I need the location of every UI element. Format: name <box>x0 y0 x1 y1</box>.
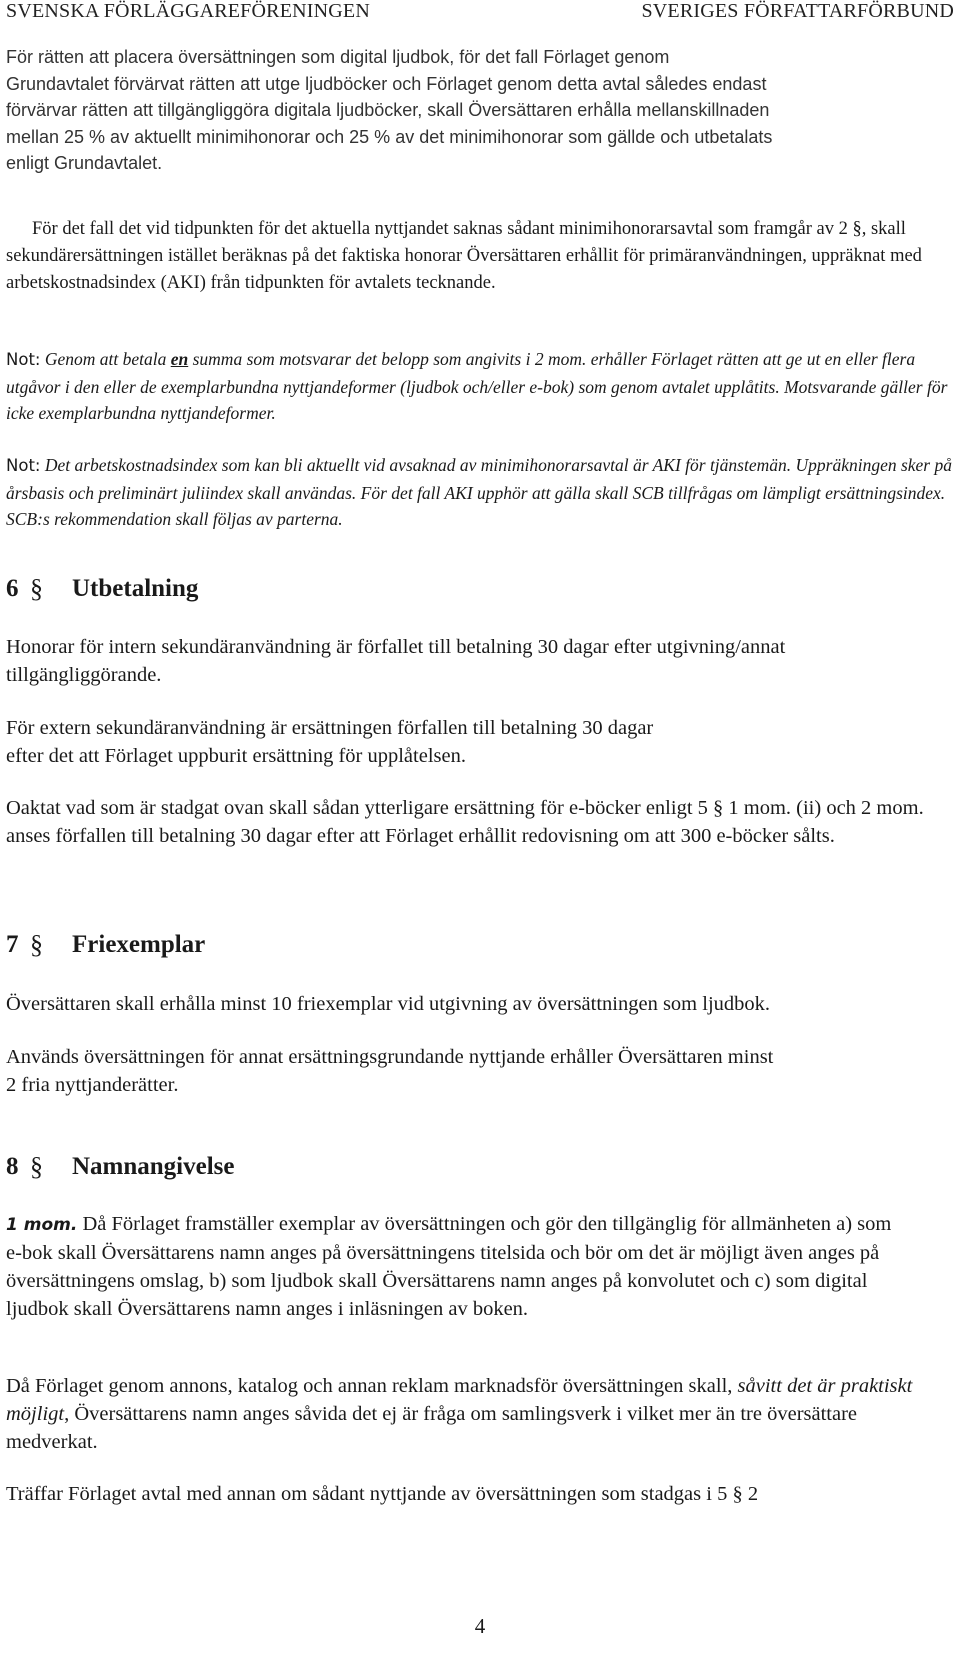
section-sign: § <box>30 1152 43 1181</box>
section8-paragraph-3: Träffar Förlaget avtal med annan om sådant nyttjande av översättningen som stadgas i 5 § 2 <box>6 1483 759 1505</box>
text-line: mellan 25 % av aktuellt minimihonorar och 25 % av det minimihonorar som gällde och utbetalats <box>6 126 773 147</box>
text-line: För rätten att placera översättningen som digital ljudbok, för det fall Förlaget genom <box>6 47 670 67</box>
page-header <box>6 0 954 28</box>
page-number: 4 <box>474 1614 486 1638</box>
section7-paragraph-2: Används översättningen för annat ersättningsgrundande nyttjande erhåller Översättaren minst 2 fria nyttjanderätter. <box>6 1046 774 1096</box>
section-number: 6 <box>6 575 19 602</box>
section-sign: § <box>30 574 43 603</box>
section-title: Friexemplar <box>72 931 206 958</box>
section6-paragraph-1: Honorar för intern sekundäranvändning är förfallet till betalning 30 dagar efter utgivning/annat tillgängliggörande. <box>6 636 786 686</box>
section8-paragraph-2: Då Förlaget genom annons, katalog och annan reklam marknadsför översättningen skall, såvitt det är praktiskt möjligt, Översättarens namn anges såvida det ej är fråga om samlingsverk i vilket mer än tre översättare medverkat. <box>6 1375 913 1453</box>
section-sign: § <box>713 797 724 819</box>
section-sign: § <box>852 219 862 239</box>
section6-paragraph-3: Oaktat vad som är stadgat ovan skall sådan ytterligare ersättning för e-böcker enligt 5 § 1 mom. (ii) och 2 mom. anses förfallen till betalning 30 dagar efter att Förlaget erhållit redovisning om att 300 e-böcker sålts. <box>6 797 924 847</box>
paragraph-no-agreement: För det fall det vid tidpunkten för det aktuella nyttjandet saknas sådant minimihonorarsavtal som framgår av 2 §, skall sekundärersättningen istället beräknas på det faktiska honorar Översättaren erhållit för primäranvändningen, uppräknat med arbetskostnadsindex (AKI) från tidpunkten för avtalets tecknande. <box>6 219 922 293</box>
header-right-organization: SVERIGES FÖRFATTARFÖRBUND <box>641 0 954 22</box>
section8-paragraph-1: 1 mom. Då Förlaget framställer exemplar av översättningen och gör den tillgänglig för allmänheten a) som e-bok skall Översättarens namn anges på översättningens titelsida och bör om det är möjligt även anges på översättningens omslag, b) som ljudbok skall Översättarens namn anges på konvolutet och c) som digital ljudbok skall Översättarens namn anges i inläsningen av boken. <box>6 1213 892 1320</box>
section-heading-6 <box>6 574 198 604</box>
section6-paragraph-2: För extern sekundäranvändning är ersättningen förfallen till betalning 30 dagar efter det att Förlaget uppburit ersättning för upplåtelsen. <box>6 717 654 767</box>
section-heading-7 <box>6 930 205 960</box>
section-heading-8 <box>6 1152 235 1182</box>
note-label: Not: <box>6 350 41 369</box>
text-line: enligt Grundavtalet. <box>6 153 163 173</box>
text-line: förvärvar rätten att tillgängliggöra digitala ljudböcker, skall Översättaren erhålla mellanskillnaden <box>6 100 770 120</box>
section-number: 7 <box>6 931 19 958</box>
note-label: Not: <box>6 456 41 475</box>
note-payment: Not: Genom att betala en summa som motsvarar det belopp som angivits i 2 mom. erhåller Förlaget rätten att ge ut en eller flera utgåvor i den eller de exemplarbundna nyttjandeformer (ljudbok och/eller e-bok) som genom avtalet upplåtits. Motsvarande gäller för icke exemplarbundna nyttjandeformer. <box>6 349 948 423</box>
section-sign: § <box>732 1483 743 1505</box>
section-title: Namnangivelse <box>72 1153 235 1180</box>
section-title: Utbetalning <box>72 575 199 602</box>
section-sign: § <box>30 930 43 959</box>
note-index: Not: Det arbetskostnadsindex som kan bli aktuellt vid avsaknad av minimihonorarsavtal är AKI för tjänstemän. Uppräkningen sker på årsbasis och preliminärt juliindex skall användas. För det fall AKI upphör att gälla skall SCB tillfrågas om lämpligt ersättningsindex. SCB:s rekommendation skall följas av parterna. <box>6 455 952 529</box>
header-left-organization: SVENSKA FÖRLÄGGAREFÖRENINGEN <box>6 0 370 22</box>
section-number: 8 <box>6 1153 19 1180</box>
text-line: Grundavtalet förvärvat rätten att utge ljudböcker och Förlaget genom detta avtal således endast <box>6 73 767 94</box>
mom-label: 1 mom. <box>6 1215 78 1235</box>
emphasized-word: en <box>170 349 189 369</box>
italic-phrase: såvitt det är praktiskt möjligt <box>6 1375 913 1425</box>
section7-paragraph-1: Översättaren skall erhålla minst 10 friexemplar vid utgivning av översättningen som ljudbok. <box>6 993 771 1015</box>
paragraph-digital-audiobook <box>6 44 956 177</box>
